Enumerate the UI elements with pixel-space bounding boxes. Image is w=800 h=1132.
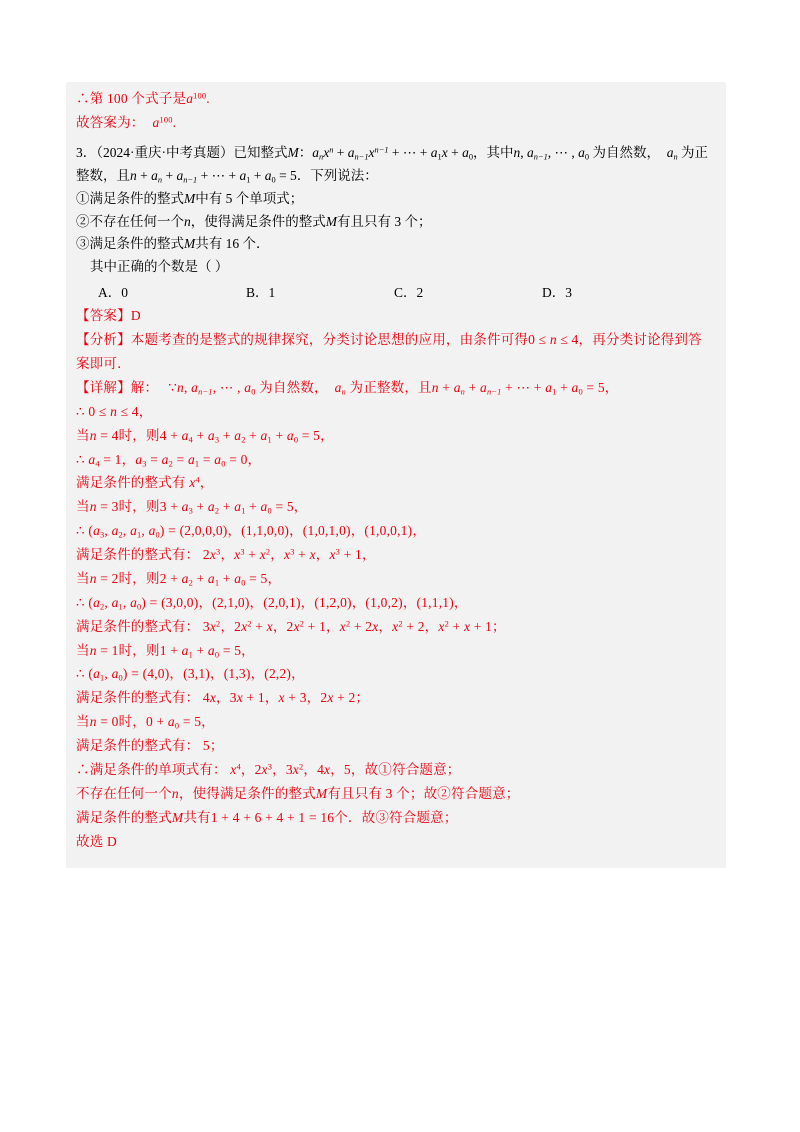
concl3-expr: 1 + 4 + 6 + 4 + 1 = 16	[210, 809, 335, 825]
carryover-suffix-1: .	[206, 91, 210, 106]
solution-conclusion-4	[76, 831, 716, 853]
question-stem-tail-2: ．下列说法：	[296, 167, 378, 183]
carryover-expr-sup-2: 100	[159, 115, 173, 125]
case-n0-mid: 时，	[118, 714, 146, 730]
solution-n2-tuples: ∴ ($a_2$, $a_1$, $a_0) = (3,0,0)$，(2,1,0)，(2,0,1)，(1,2,0)，(1,0,2)，(1,1,1)，	[76, 594, 468, 612]
carryover-suffix-2: .	[172, 114, 177, 130]
analysis-row-1: 【分析】本题考查的是整式的规律探究，分类讨论思想的应用，由条件可得0 ≤ n ≤ 4，再分类讨论得到答	[76, 332, 702, 348]
solution-n1-polys: 满足条件的整式有： 4x，3x + 1，x + 3，2x + 2；	[76, 690, 370, 706]
n0-polys-label: 满足条件的整式有：	[76, 738, 200, 754]
carryover-expr-sup-1: 100	[193, 91, 207, 101]
question-final-line	[76, 256, 716, 279]
case-n2-mid: 时，则	[118, 570, 160, 586]
question-final-text: 其中正确的个数是（ ）	[90, 259, 229, 275]
case-n3-mid: 时，则	[118, 499, 160, 515]
question-item-2-text: ②不存在任何一个	[76, 213, 184, 229]
choice-list	[76, 281, 716, 301]
solution-n0-polys: 满足条件的整式有： 5；	[76, 738, 224, 754]
concl3-text-b: 共有	[183, 809, 211, 825]
concl2-text-c: 有且只有 3 个；故②符合题意；	[327, 785, 520, 801]
solution-case-n3: 当n = 3时，则$3 + a_3 + a_2 + a_1 + a_0 = 5$，	[76, 499, 308, 516]
choice-b[interactable]: B．1	[246, 285, 276, 301]
case-n2-prefix: 当	[76, 570, 90, 586]
concl3-text-a: 满足条件的整式	[76, 809, 172, 825]
analysis-row-2	[76, 353, 716, 375]
solution-case-n4: 当n = 4时，则$4 + a_4 + a_3 + a_2 + a_1 + a_0 = 5$，	[76, 427, 334, 444]
question-item-2-mid: ，使得满足条件的整式	[190, 213, 326, 229]
carryover-text-2: 故答案为：	[76, 114, 145, 130]
question-stem-line-1: 3．（2024·重庆·中考真题）已知整式M：$a_nx^n + a_{n-1}x^{n-1}$ + ⋯ + $a_1x + a_0$，其中n, $a_{n-1}$, ⋯ , $a_0$ 为自然数， $a_n$ 为正	[76, 144, 709, 162]
content-band	[66, 82, 726, 868]
answer-label: 【答案】	[76, 308, 131, 324]
concl1-tail: ，故①符合题意；	[350, 761, 461, 777]
concl2-text-a: 不存在任何一个	[76, 785, 172, 801]
n3-polys-label: 满足条件的整式有：	[76, 547, 200, 563]
analysis-text-b: ，再分类讨论得到答	[578, 332, 702, 348]
case-n1-mid: 时，则	[118, 642, 160, 658]
solution-conclusion-3	[76, 807, 716, 829]
answer-value: D	[130, 308, 141, 324]
question-item-2-m: M	[325, 213, 337, 229]
solution-case-n2: 当n = 2时，则$2 + a_2 + a_1 + a_0 = 5$，	[76, 570, 282, 588]
n2-polys-label: 满足条件的整式有：	[76, 618, 200, 634]
case-n1-prefix: 当	[76, 642, 90, 658]
carryover-expr-base-1: a	[186, 91, 194, 106]
solution-row-1: 【详解】解： ∵n, $a_{n-1}$, ⋯ , $a_0$ 为自然数， $a_n$ 为正整数，且$n + a_n + a_{n-1}$ + ⋯ + $a_1 + a_0 = 5$，	[76, 379, 619, 397]
concl3-m: M	[171, 809, 184, 825]
carryover-line-2	[76, 112, 716, 134]
choice-c[interactable]: C．2	[394, 285, 424, 301]
question-item-1	[76, 188, 716, 211]
question-number: 3．	[76, 144, 97, 160]
solution-conclusion-1: ∴满足条件的单项式有： $x^4$，$2x^3$，$3x^2$，4x，5，故①符合题意；	[76, 761, 461, 777]
analysis-label: 【分析】	[76, 332, 131, 348]
solution-case-n1: 当n = 1时，则$1 + a_1 + a_0 = 5$，	[76, 642, 255, 659]
n1-polys-label: 满足条件的整式有：	[76, 690, 200, 706]
case-n4-prefix: 当	[76, 427, 90, 443]
solution-n4-result: ∴ $a_4 = 1$，$a_3 = a_2 = a_1 = a_0 = 0$，	[76, 451, 262, 468]
question-item-1-m: M	[184, 190, 196, 206]
solution-n3-polys: 满足条件的整式有： $2x^3$，$x^3 + x^2$，$x^3 + x$，$x^3 + 1$，	[76, 547, 376, 563]
solution-row-2: ∴ 0 ≤ n ≤ 4，	[76, 403, 153, 419]
n4-poly-label: 满足条件的整式有	[76, 475, 186, 491]
question-item-2-tail: 有且只有 3 个；	[337, 213, 432, 229]
case-n3-prefix: 当	[76, 499, 90, 515]
concl2-n: n	[171, 785, 179, 801]
analysis-text-c: 案即可．	[76, 356, 131, 372]
solution-lead: 解：	[130, 379, 159, 395]
concl1-text: ∴满足条件的单项式有：	[76, 761, 227, 777]
solution-n4-polys: 满足条件的整式有 $x^4$，	[76, 475, 214, 491]
question-stem-text-2: 整数，且	[76, 167, 130, 183]
answer-row	[76, 305, 716, 327]
question-item-1-tail: 中有 5 个单项式；	[195, 190, 304, 206]
concl2-text-b: ，使得满足条件的整式	[178, 785, 316, 801]
question-item-3-tail: 共有 16 个．	[195, 236, 270, 252]
question-item-3-m: M	[184, 236, 196, 252]
solution-n2-polys: 满足条件的整式有： $3x^2$，$2x^2 + x$，$2x^2 + 1$，$x^2 + 2x$，$x^2 + 2$，$x^2 + x + 1$；	[76, 618, 506, 634]
case-n4-mid: 时，则	[118, 427, 160, 443]
case-n0-prefix: 当	[76, 714, 90, 730]
solution-n1-tuples: ∴ ($a_1$, $a_0) = (4,0)$，(3,1)，(1,3)，(2,2)，	[76, 666, 305, 683]
solution-label: 【详解】	[76, 379, 131, 395]
carryover-text-1: ∴第 100 个式子是	[76, 91, 187, 106]
analysis-text-a: 本题考查的是整式的规律探究，分类讨论思想的应用，由条件可得	[130, 332, 529, 348]
question-stem-text: 已知整式	[233, 144, 288, 160]
question-item-3	[76, 233, 716, 256]
concl3-text-c: 个．故③符合题意；	[334, 809, 458, 825]
concl2-m: M	[315, 785, 328, 801]
concl4-text: 故选 D	[76, 833, 117, 849]
n0-polys-value: 5	[202, 738, 210, 754]
question-item-1-text: ①满足条件的整式	[76, 190, 184, 206]
question-source: （2024·重庆·中考真题）	[96, 144, 234, 160]
question-item-2	[76, 211, 716, 234]
choice-d[interactable]: D．3	[542, 285, 572, 301]
question-stem-line-2: 整数，且$n + a_n + a_{n-1}$ + ⋯ + $a_1 + a_0 = 5$．下列说法：	[76, 167, 378, 184]
solution-case-n0: 当n = 0时，$0 + a_0 = 5$，	[76, 714, 215, 731]
carryover-line-1	[76, 88, 716, 110]
solution-conclusion-2	[76, 783, 716, 805]
question-item-2-n: n	[184, 213, 191, 229]
question-item-3-text: ③满足条件的整式	[76, 236, 184, 252]
carryover-expr-base-2: a	[152, 114, 160, 130]
solution-n3-tuples: ∴ ($a_3$, $a_2$, $a_1$, $a_0) = (2,0,0,0)$，(1,1,0,0)，(1,0,1,0)，(1,0,0,1)，	[76, 523, 427, 540]
choice-a[interactable]: A．0	[98, 285, 128, 301]
